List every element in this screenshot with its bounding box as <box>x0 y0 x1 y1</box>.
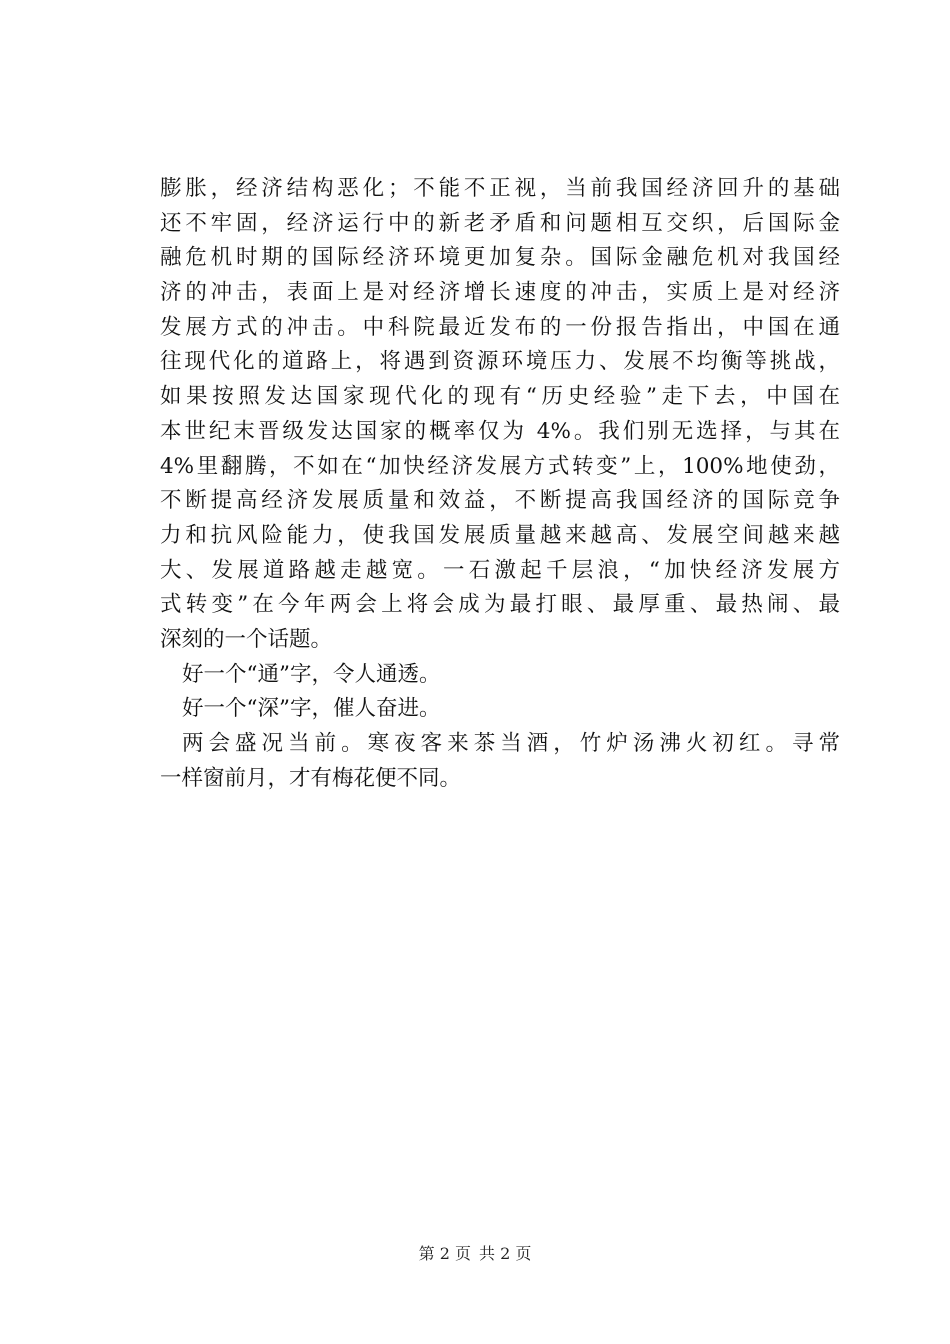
text-line: 大、发展道路越走越宽。一石激起千层浪，“加快经济发展方 <box>160 557 840 583</box>
page-total: 共 2 页 <box>479 1244 532 1263</box>
text-line: 式转变”在今年两会上将会成为最打眼、最厚重、最热闹、最 <box>160 592 840 618</box>
text-line: 如果按照发达国家现代化的现有“历史经验”走下去，中国在 <box>160 384 840 410</box>
text-line: 融危机时期的国际经济环境更加复杂。国际金融危机对我国经 <box>160 245 840 271</box>
text-line: 一样窗前月，才有梅花便不同。 <box>160 765 462 791</box>
page-footer <box>0 1244 950 1264</box>
text-line: 本世纪末晋级发达国家的概率仅为 4%。我们别无选择，与其在 <box>160 418 840 444</box>
text-line: 济的冲击，表面上是对经济增长速度的冲击，实质上是对经济 <box>160 280 840 306</box>
text-line: 两会盛况当前。寒夜客来茶当酒，竹炉汤沸火初红。寻常 <box>182 731 840 756</box>
text-line: 4%里翻腾，不如在“加快经济发展方式转变”上，100%地使劲， <box>160 453 840 479</box>
text-line: 好一个“深”字，催人奋进。 <box>182 696 441 722</box>
page-number: 第 2 页 <box>418 1244 471 1263</box>
text-line: 还不牢固，经济运行中的新老矛盾和问题相互交织，后国际金 <box>160 210 840 236</box>
text-line: 好一个“通”字，令人通透。 <box>182 661 441 687</box>
text-line: 往现代化的道路上，将遇到资源环境压力、发展不均衡等挑战， <box>160 349 840 375</box>
document-body <box>160 172 840 796</box>
text-line: 深刻的一个话题。 <box>160 626 333 652</box>
text-line: 发展方式的冲击。中科院最近发布的一份报告指出，中国在通 <box>160 314 840 340</box>
text-line: 力和抗风险能力，使我国发展质量越来越高、发展空间越来越 <box>160 522 840 548</box>
text-line: 膨胀，经济结构恶化；不能不正视，当前我国经济回升的基础 <box>160 176 840 201</box>
text-line: 不断提高经济发展质量和效益，不断提高我国经济的国际竞争 <box>160 488 840 514</box>
